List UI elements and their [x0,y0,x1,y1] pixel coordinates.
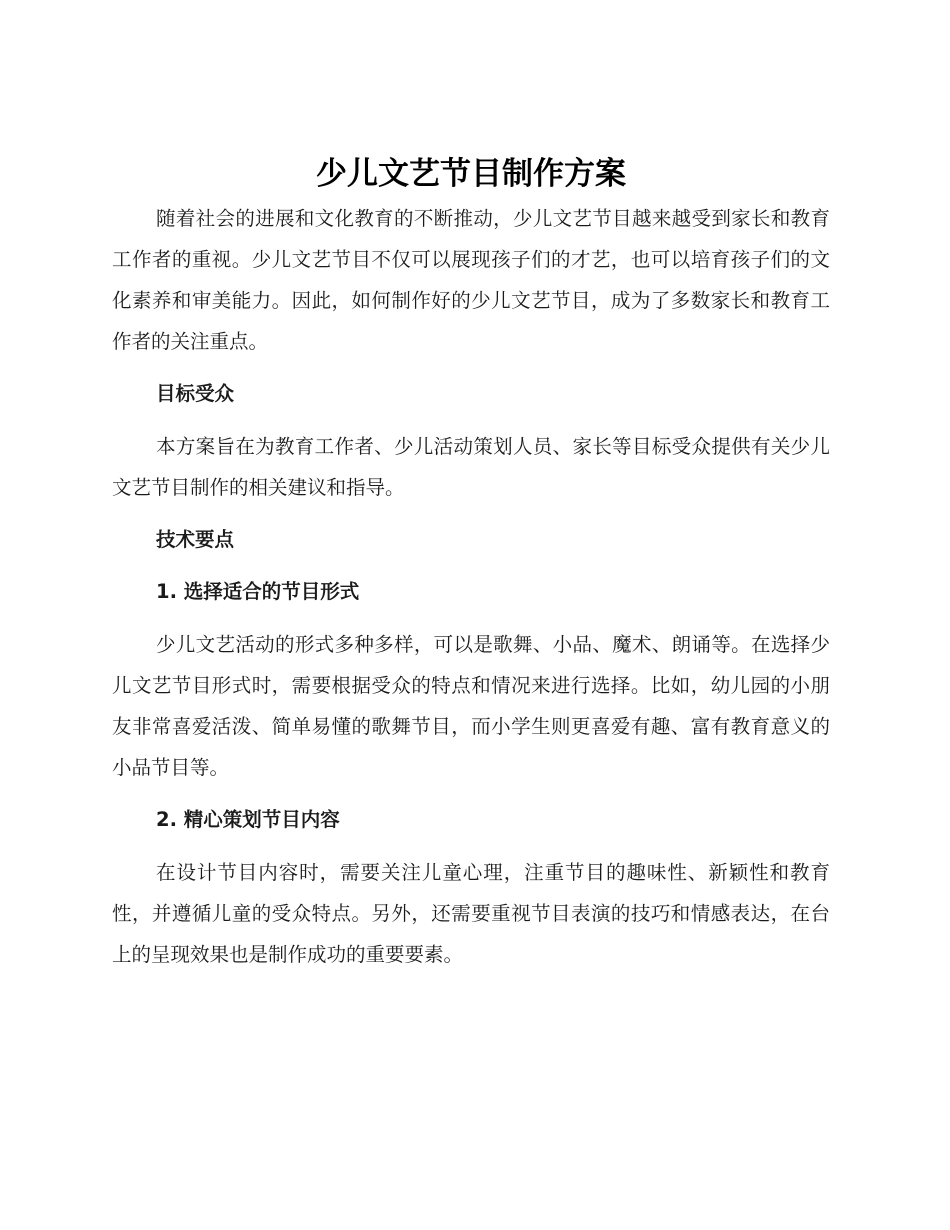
section-heading-program-content: 2. 精心策划节目内容 [156,808,340,831]
spacer [112,840,830,852]
document-title: 少儿文艺节目制作方案 [316,156,626,192]
spacer [112,788,830,799]
section-heading-program-form: 1. 选择适合的节目形式 [156,580,360,603]
section-body-target-audience: 本方案旨在为教育工作者、少儿活动策划人员、家长等目标受众提供有关少儿文艺节目制作的相关建议和指导。 [112,435,830,499]
section-body-program-content: 在设计节目内容时，需要关注儿童心理，注重节目的趣味性、新颖性和教育性，并遵循儿童的受众特点。另外，还需要重视节目表演的技巧和情感表达，在台上的呈现效果也是制作成功的重要要素。 [112,861,830,966]
spacer [112,612,830,624]
spacer [112,362,830,373]
document-page [112,150,830,975]
section-heading-technical-points: 技术要点 [156,528,235,551]
section-heading-target-audience: 目标受众 [156,382,235,405]
intro-paragraph: 随着社会的进展和文化教育的不断推动，少儿文艺节目越来越受到家长和教育工作者的重视。少儿文艺节目不仅可以展现孩子们的才艺，也可以培育孩子们的文化素养和审美能力。因此，如何制作好的少儿文艺节目，成为了多数家长和教育工作者的关注重点。 [112,207,830,353]
spacer [112,560,830,571]
spacer [112,414,830,426]
section-body-program-form: 少儿文艺活动的形式多种多样，可以是歌舞、小品、魔术、朗诵等。在选择少儿文艺节目形式时，需要根据受众的特点和情况来进行选择。比如，幼儿园的小朋友非常喜爱活泼、简单易懂的歌舞节目，而小学生则更喜爱有趣、富有教育意义的小品节目等。 [112,633,830,779]
spacer [112,508,830,519]
